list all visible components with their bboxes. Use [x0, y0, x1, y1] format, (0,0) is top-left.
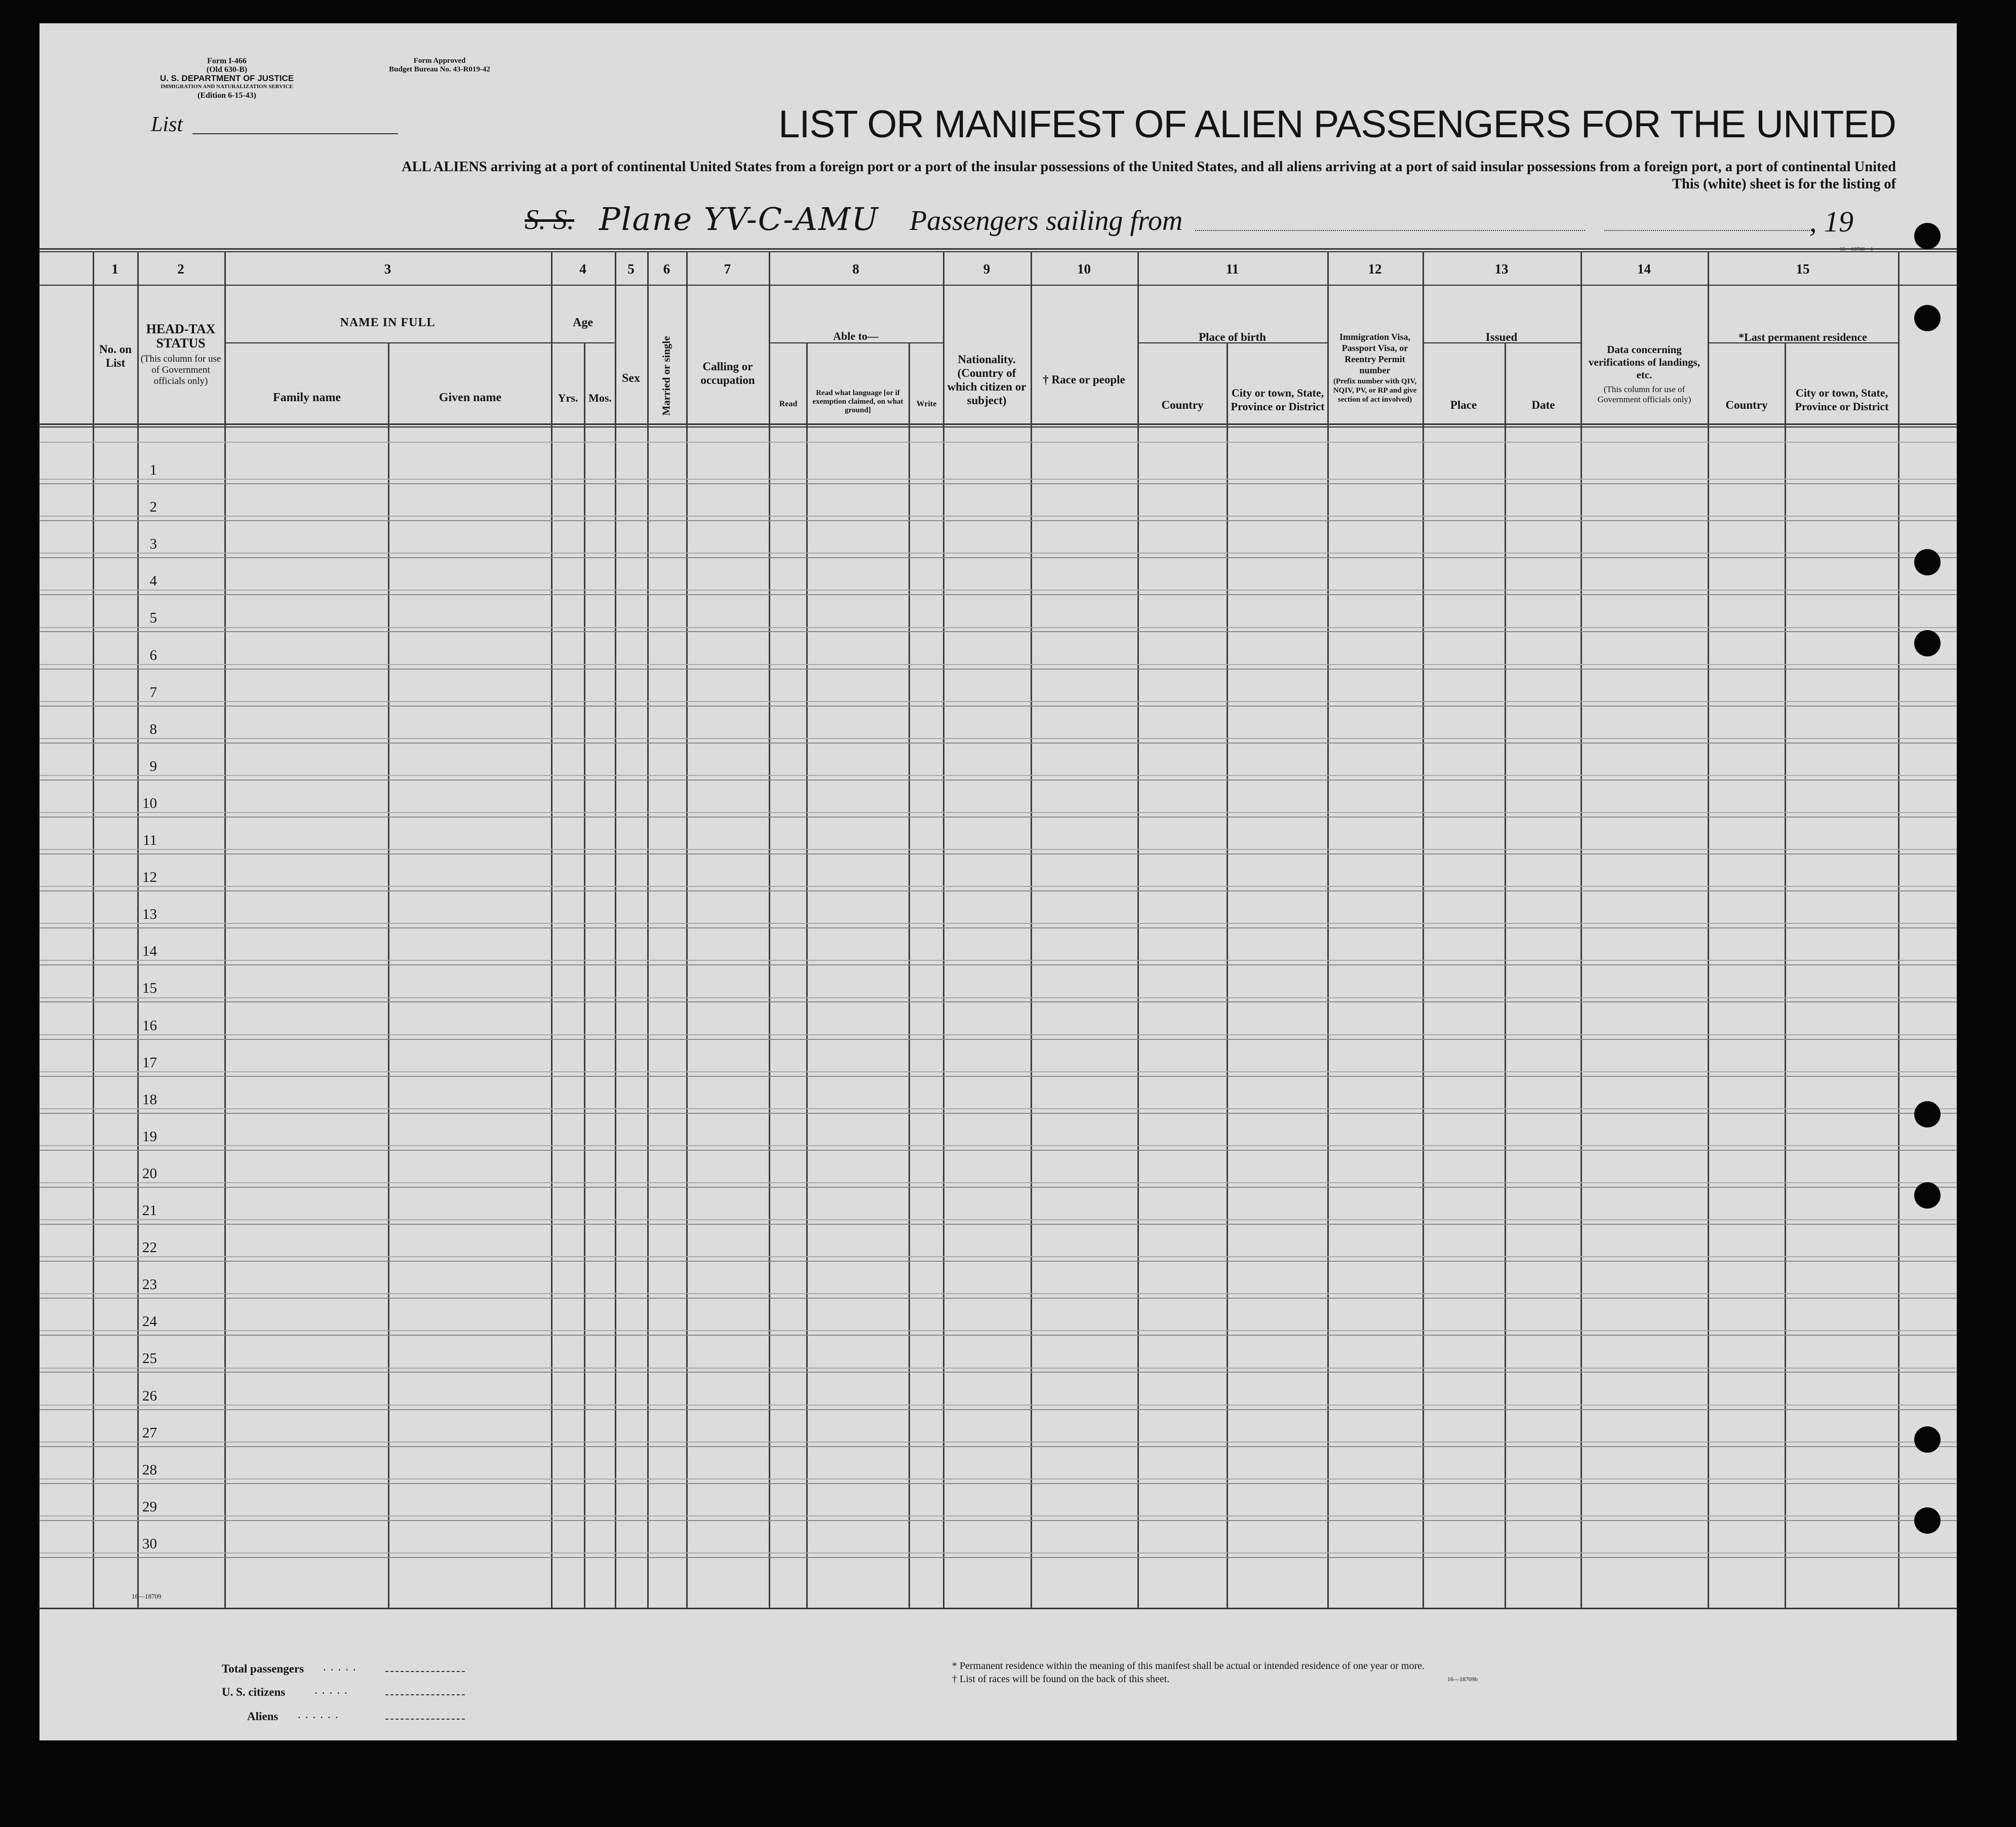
col-rule	[908, 342, 910, 1608]
column-number: 4	[579, 261, 586, 277]
row-rule	[39, 1520, 1957, 1521]
verifications-title: Data concerning verifications of landings, etc.	[1589, 343, 1700, 381]
aliens-label: Aliens	[247, 1710, 279, 1723]
row-rule	[39, 631, 1957, 632]
form-code-bottom: 16—18709	[132, 1592, 162, 1600]
column-number: 9	[983, 261, 991, 277]
row-number: 19	[142, 1128, 157, 1145]
row-rule	[39, 1409, 1957, 1410]
row-number: 22	[142, 1239, 157, 1256]
row-subrule	[39, 1108, 1957, 1109]
row-rule	[39, 927, 1957, 928]
column-number: 10	[1077, 261, 1091, 277]
row-rule	[39, 669, 1957, 670]
header-visa	[1330, 331, 1420, 404]
us-citizens-label: U. S. citizens	[222, 1686, 286, 1698]
table-top-rule-2	[39, 251, 1957, 252]
row-number: 11	[143, 832, 157, 848]
row-rule	[39, 1224, 1957, 1225]
row-subrule	[39, 886, 1957, 887]
row-subrule	[39, 1034, 1957, 1035]
row-subrule	[39, 701, 1957, 702]
struck-ss-label: S. S.	[525, 204, 574, 236]
header-age-yrs: Yrs.	[558, 392, 578, 404]
header-place-of-birth: Place of birth	[1199, 331, 1266, 343]
row-number: 21	[142, 1202, 157, 1219]
row-rule	[39, 1113, 1957, 1114]
row-rule	[39, 1187, 1957, 1188]
row-rule	[39, 594, 1957, 595]
binder-hole	[1914, 630, 1941, 656]
row-rule	[39, 1557, 1957, 1558]
subtitle-line-2: This (white) sheet is for the listing of	[1672, 176, 1896, 192]
header-bottom-rule	[39, 423, 1957, 425]
row-subrule	[39, 516, 1957, 517]
budget-bureau-number: Budget Bureau No. 43-R019-42	[389, 65, 490, 73]
row-subrule	[39, 812, 1957, 813]
header-given-name: Given name	[439, 391, 502, 404]
row-number: 12	[142, 869, 157, 886]
column-number: 8	[852, 261, 859, 277]
footnote-races: † List of races will be found on the back of this sheet.	[952, 1674, 1170, 1685]
manifest-sheet	[39, 23, 1957, 1740]
row-subrule	[39, 1442, 1957, 1443]
row-number: 29	[142, 1498, 157, 1515]
binder-hole	[1914, 223, 1941, 249]
row-subrule	[39, 738, 1957, 739]
list-number-line	[192, 133, 398, 134]
row-subrule	[39, 590, 1957, 591]
col-rule	[1785, 342, 1786, 1608]
sailing-port-line	[1195, 230, 1585, 231]
header-issued-place: Place	[1450, 399, 1477, 411]
form-code-top: 16—18709—1	[1840, 246, 1873, 252]
row-subrule	[39, 1293, 1957, 1294]
row-subrule	[39, 442, 1957, 443]
footnote-code: 16—18709b	[1447, 1676, 1478, 1683]
form-old-number: (Old 630-B)	[206, 65, 248, 74]
row-subrule	[39, 775, 1957, 776]
header-race: † Race or people	[1043, 373, 1125, 386]
row-number: 23	[142, 1276, 157, 1293]
header-able-to: Able to—	[833, 330, 879, 342]
table-bottom-rule	[39, 1608, 1957, 1609]
row-subrule	[39, 1368, 1957, 1369]
header-birth-city: City or town, State, Province or District	[1231, 386, 1325, 413]
binder-hole	[1914, 1507, 1941, 1534]
row-subrule	[39, 1330, 1957, 1331]
row-number: 17	[142, 1054, 157, 1071]
header-issued: Issued	[1485, 331, 1518, 343]
row-rule	[39, 1298, 1957, 1299]
column-number: 3	[384, 261, 391, 277]
column-number: 5	[627, 261, 635, 277]
header-last-residence: *Last permanent residence	[1738, 331, 1867, 343]
row-rule	[39, 520, 1957, 521]
header-issued-date: Date	[1531, 399, 1555, 411]
head-tax-note: (This column for use of Government officials only)	[140, 354, 221, 386]
total-passengers-field[interactable]	[385, 1671, 465, 1672]
binder-hole	[1914, 305, 1941, 331]
footnote-residence: * Permanent residence within the meaning of this manifest shall be actual or intended residence of one year or more.	[952, 1660, 1425, 1671]
row-subrule	[39, 1515, 1957, 1517]
form-number-line: Form I-466	[207, 57, 247, 65]
header-read: Read	[779, 400, 798, 408]
row-number: 30	[142, 1535, 157, 1552]
row-rule	[39, 780, 1957, 781]
header-name-in-full: NAME IN FULL	[340, 316, 436, 329]
row-number: 4	[149, 573, 157, 590]
header-head-tax	[140, 322, 222, 387]
row-number: 25	[142, 1350, 157, 1367]
column-number: 14	[1637, 261, 1651, 277]
row-number: 5	[149, 610, 157, 627]
aliens-field[interactable]	[385, 1719, 465, 1720]
page-title: LIST OR MANIFEST OF ALIEN PASSENGERS FOR THE UNITED	[778, 103, 1896, 146]
department-name: U. S. DEPARTMENT OF JUSTICE	[160, 73, 294, 83]
row-number: 20	[142, 1165, 157, 1182]
row-rule	[39, 706, 1957, 707]
row-rule	[39, 1150, 1957, 1151]
row-number: 1	[149, 462, 157, 478]
col-rule	[584, 342, 585, 1608]
column-number: 12	[1368, 261, 1382, 277]
header-family-name: Family name	[273, 391, 341, 404]
col-rule	[806, 342, 808, 1608]
header-bottom-rule-2	[39, 426, 1957, 427]
citizens-leader: .....	[314, 1684, 352, 1696]
row-rule	[39, 1335, 1957, 1336]
row-number: 16	[142, 1017, 157, 1034]
aliens-leader: ......	[298, 1708, 343, 1721]
binder-hole	[1914, 1426, 1941, 1453]
row-subrule	[39, 923, 1957, 924]
column-number: 6	[663, 261, 670, 277]
list-label: List	[151, 113, 183, 136]
row-subrule	[39, 627, 1957, 628]
row-rule	[39, 1076, 1957, 1077]
header-verifications	[1587, 343, 1702, 405]
row-subrule	[39, 1479, 1957, 1480]
row-rule	[39, 853, 1957, 854]
header-married-or-single: Married or single	[660, 336, 673, 416]
head-tax-title: HEAD-TAX STATUS	[146, 322, 216, 351]
col-rule	[1505, 342, 1506, 1608]
row-number: 8	[149, 721, 157, 737]
row-number: 24	[142, 1313, 157, 1330]
header-read-language: Read what language [or if exemption claimed, on what ground]	[812, 389, 903, 414]
row-number: 15	[142, 980, 157, 997]
row-subrule	[39, 553, 1957, 554]
column-number: 15	[1796, 261, 1810, 277]
row-number: 7	[149, 684, 157, 701]
header-residence-city: City or town, State, Province or District	[1795, 386, 1889, 413]
row-number: 13	[142, 906, 157, 923]
row-rule	[39, 557, 1957, 558]
row-subrule	[39, 849, 1957, 850]
row-rule	[39, 1039, 1957, 1040]
column-number: 1	[111, 261, 118, 277]
row-number: 3	[149, 536, 157, 553]
row-subrule	[39, 1071, 1957, 1072]
row-subrule	[39, 479, 1957, 480]
form-edition: (Edition 6-15-43)	[197, 91, 256, 100]
row-subrule	[39, 1145, 1957, 1146]
header-age-mos: Mos.	[588, 392, 612, 404]
header-calling: Calling or occupation	[700, 360, 755, 386]
sailing-year: , 19	[1809, 205, 1853, 238]
verifications-note: (This column for use of Government officials only)	[1597, 384, 1691, 404]
column-number-rule	[39, 285, 1957, 286]
approval-line: Form Approved	[413, 57, 466, 65]
header-no-on-list: No. on List	[99, 343, 132, 369]
col-rule	[1227, 342, 1228, 1608]
approval-block	[364, 57, 516, 74]
row-subrule	[39, 960, 1957, 961]
row-rule	[39, 1372, 1957, 1373]
row-rule	[39, 1261, 1957, 1262]
row-number: 27	[142, 1424, 157, 1441]
header-write: Write	[916, 400, 937, 408]
row-subrule	[39, 1405, 1957, 1406]
row-number: 10	[142, 795, 157, 811]
row-rule	[39, 1446, 1957, 1447]
column-number: 7	[724, 261, 731, 277]
row-number: 26	[142, 1387, 157, 1404]
row-subrule	[39, 1256, 1957, 1257]
header-age: Age	[573, 316, 593, 329]
form-number	[146, 57, 308, 100]
header-birth-country: Country	[1161, 399, 1204, 411]
row-number: 18	[142, 1091, 157, 1108]
row-number: 6	[149, 647, 157, 664]
vessel-name-handwritten: Plane YV-C-AMU	[599, 201, 879, 238]
row-subrule	[39, 1552, 1957, 1553]
header-residence-country: Country	[1725, 399, 1768, 411]
column-number: 2	[177, 261, 184, 277]
binder-hole	[1914, 549, 1941, 575]
column-number: 13	[1494, 261, 1509, 277]
column-number: 11	[1226, 261, 1239, 277]
binder-hole	[1914, 1182, 1941, 1209]
sailing-date-line	[1604, 230, 1812, 231]
row-rule	[39, 483, 1957, 484]
service-name: IMMIGRATION AND NATURALIZATION SERVICE	[161, 84, 293, 90]
row-number: 14	[142, 943, 157, 960]
row-rule	[39, 1483, 1957, 1484]
row-rule	[39, 890, 1957, 891]
row-number: 28	[142, 1461, 157, 1478]
row-subrule	[39, 664, 1957, 665]
visa-note: (Prefix number with QIV, NQIV, PV, or RP and give section of act involved)	[1333, 377, 1417, 404]
subtitle-line-1: ALL ALIENS arriving at a port of continental United States from a foreign port or a port of the insular possessions of the United States, and all aliens arriving at a port of said insular possessions from a foreign port, a port of continental United	[402, 159, 1896, 175]
sailing-from-label: Passengers sailing from	[910, 205, 1183, 237]
total-passengers-label: Total passengers	[222, 1662, 304, 1675]
col-rule	[388, 342, 389, 1608]
header-sex: Sex	[622, 372, 640, 385]
total-leader: .....	[323, 1660, 361, 1673]
row-rule	[39, 1001, 1957, 1002]
visa-title: Immigration Visa, Passport Visa, or Reentry Permit number	[1339, 332, 1410, 375]
row-rule	[39, 743, 1957, 744]
binder-hole	[1914, 1101, 1941, 1128]
row-subrule	[39, 997, 1957, 998]
row-subrule	[39, 1182, 1957, 1183]
row-rule	[39, 817, 1957, 818]
row-subrule	[39, 1219, 1957, 1220]
row-number: 2	[149, 499, 157, 516]
row-rule	[39, 964, 1957, 965]
table-top-rule	[39, 248, 1957, 250]
age-subheader-rule	[551, 342, 614, 343]
row-number: 9	[149, 758, 157, 774]
us-citizens-field[interactable]	[385, 1694, 465, 1695]
header-nationality: Nationality. (Country of which citizen or subject)	[947, 353, 1026, 407]
